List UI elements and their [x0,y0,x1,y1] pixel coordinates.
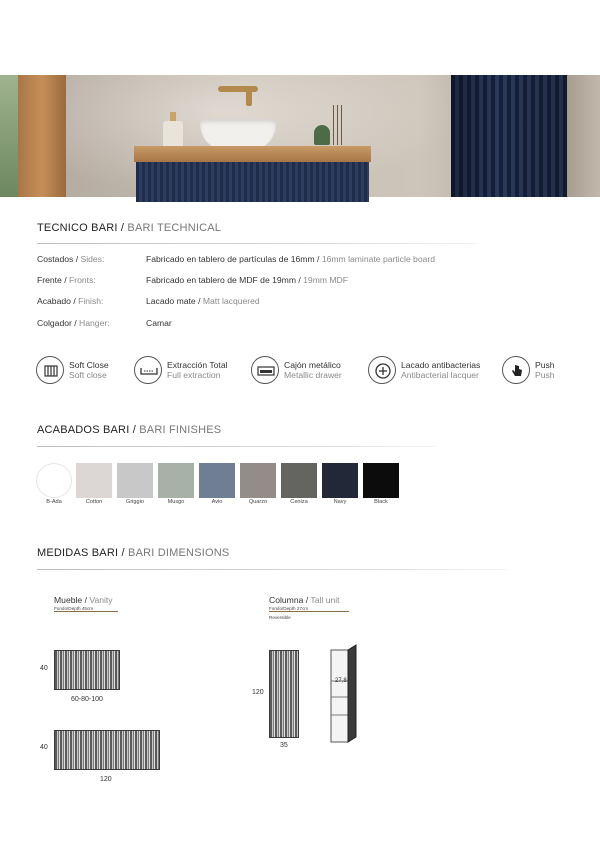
color-chip [158,463,194,498]
faucet [218,86,258,92]
dimensions-heading: MEDIDAS BARI / BARI DIMENSIONS [37,547,230,559]
wood-panel [18,75,66,197]
antibacterial-icon [368,356,396,384]
swatch-b-ada[interactable]: B-Ada [36,463,72,498]
vanity-small-drawing [54,650,120,690]
color-chip [322,463,358,498]
tall-unit-height: 120 [252,689,264,696]
plant [314,125,330,145]
fluted-cabinet [136,162,369,202]
color-chip [363,463,399,498]
tall-unit-shelf-label: 27,8 [335,678,347,684]
full-extraction-icon [134,356,162,384]
finishes-heading: ACABADOS BARI / BARI FINISHES [37,424,222,436]
diffuser-reeds [330,105,344,145]
wood-countertop [134,146,371,162]
divider [37,446,437,447]
swatch-ceniza[interactable]: Ceniza [281,463,317,498]
spec-row-hanger: Colgador / Hanger: Camar [37,318,172,328]
swatch-navy[interactable]: Navy [322,463,358,498]
color-chip [117,463,153,498]
color-chip [240,463,276,498]
metallic-drawer-icon [251,356,279,384]
swatch-black[interactable]: Black [363,463,399,498]
divider [37,243,477,244]
vanity-large-width: 120 [100,776,112,783]
technical-heading: TECNICO BARI / BARI TECHNICAL [37,222,222,234]
color-chip [199,463,235,498]
swatch-quarzo[interactable]: Quarzo [240,463,276,498]
color-chip [36,463,72,498]
tall-unit-note: Reversible [269,615,291,620]
tall-unit-title: Columna / Tall unit [269,595,340,605]
vanity-small-height: 40 [40,665,48,672]
spec-row-finish: Acabado / Finish: Lacado mate / Matt lacquered [37,296,260,306]
tall-unit-open-drawing [330,644,362,744]
swatch-avio[interactable]: Avio [199,463,235,498]
tall-unit-depth: Fondo/Depth 27cm [269,606,309,611]
window-foliage [0,75,18,197]
vanity-small-width: 60-80-100 [71,696,103,703]
push-icon [502,356,530,384]
swatch-griggio[interactable]: Griggio [117,463,153,498]
tall-unit-front-drawing [269,650,299,738]
vanity-depth: Fondo/Depth 45cm [54,606,94,611]
soft-close-icon [36,356,64,384]
tall-unit-width: 35 [280,742,288,749]
swatch-musgo[interactable]: Musgo [158,463,194,498]
brand-title: BARI [487,236,548,260]
color-chip [281,463,317,498]
divider [37,569,507,570]
vanity-large-drawing [54,730,160,770]
color-chip [76,463,112,498]
spec-row-sides: Costados / Sides: Fabricado en tablero de partículas de 16mm / 16mm laminate particle board [37,254,436,264]
vanity-large-height: 40 [40,744,48,751]
vanity-title: Mueble / Vanity [54,595,113,605]
soap-bottle [163,121,183,149]
spec-row-fronts: Frente / Fronts: Fabricado en tablero de MDF de 19mm / 19mm MDF [37,275,349,285]
swatch-cotton[interactable]: Cotton [76,463,112,498]
